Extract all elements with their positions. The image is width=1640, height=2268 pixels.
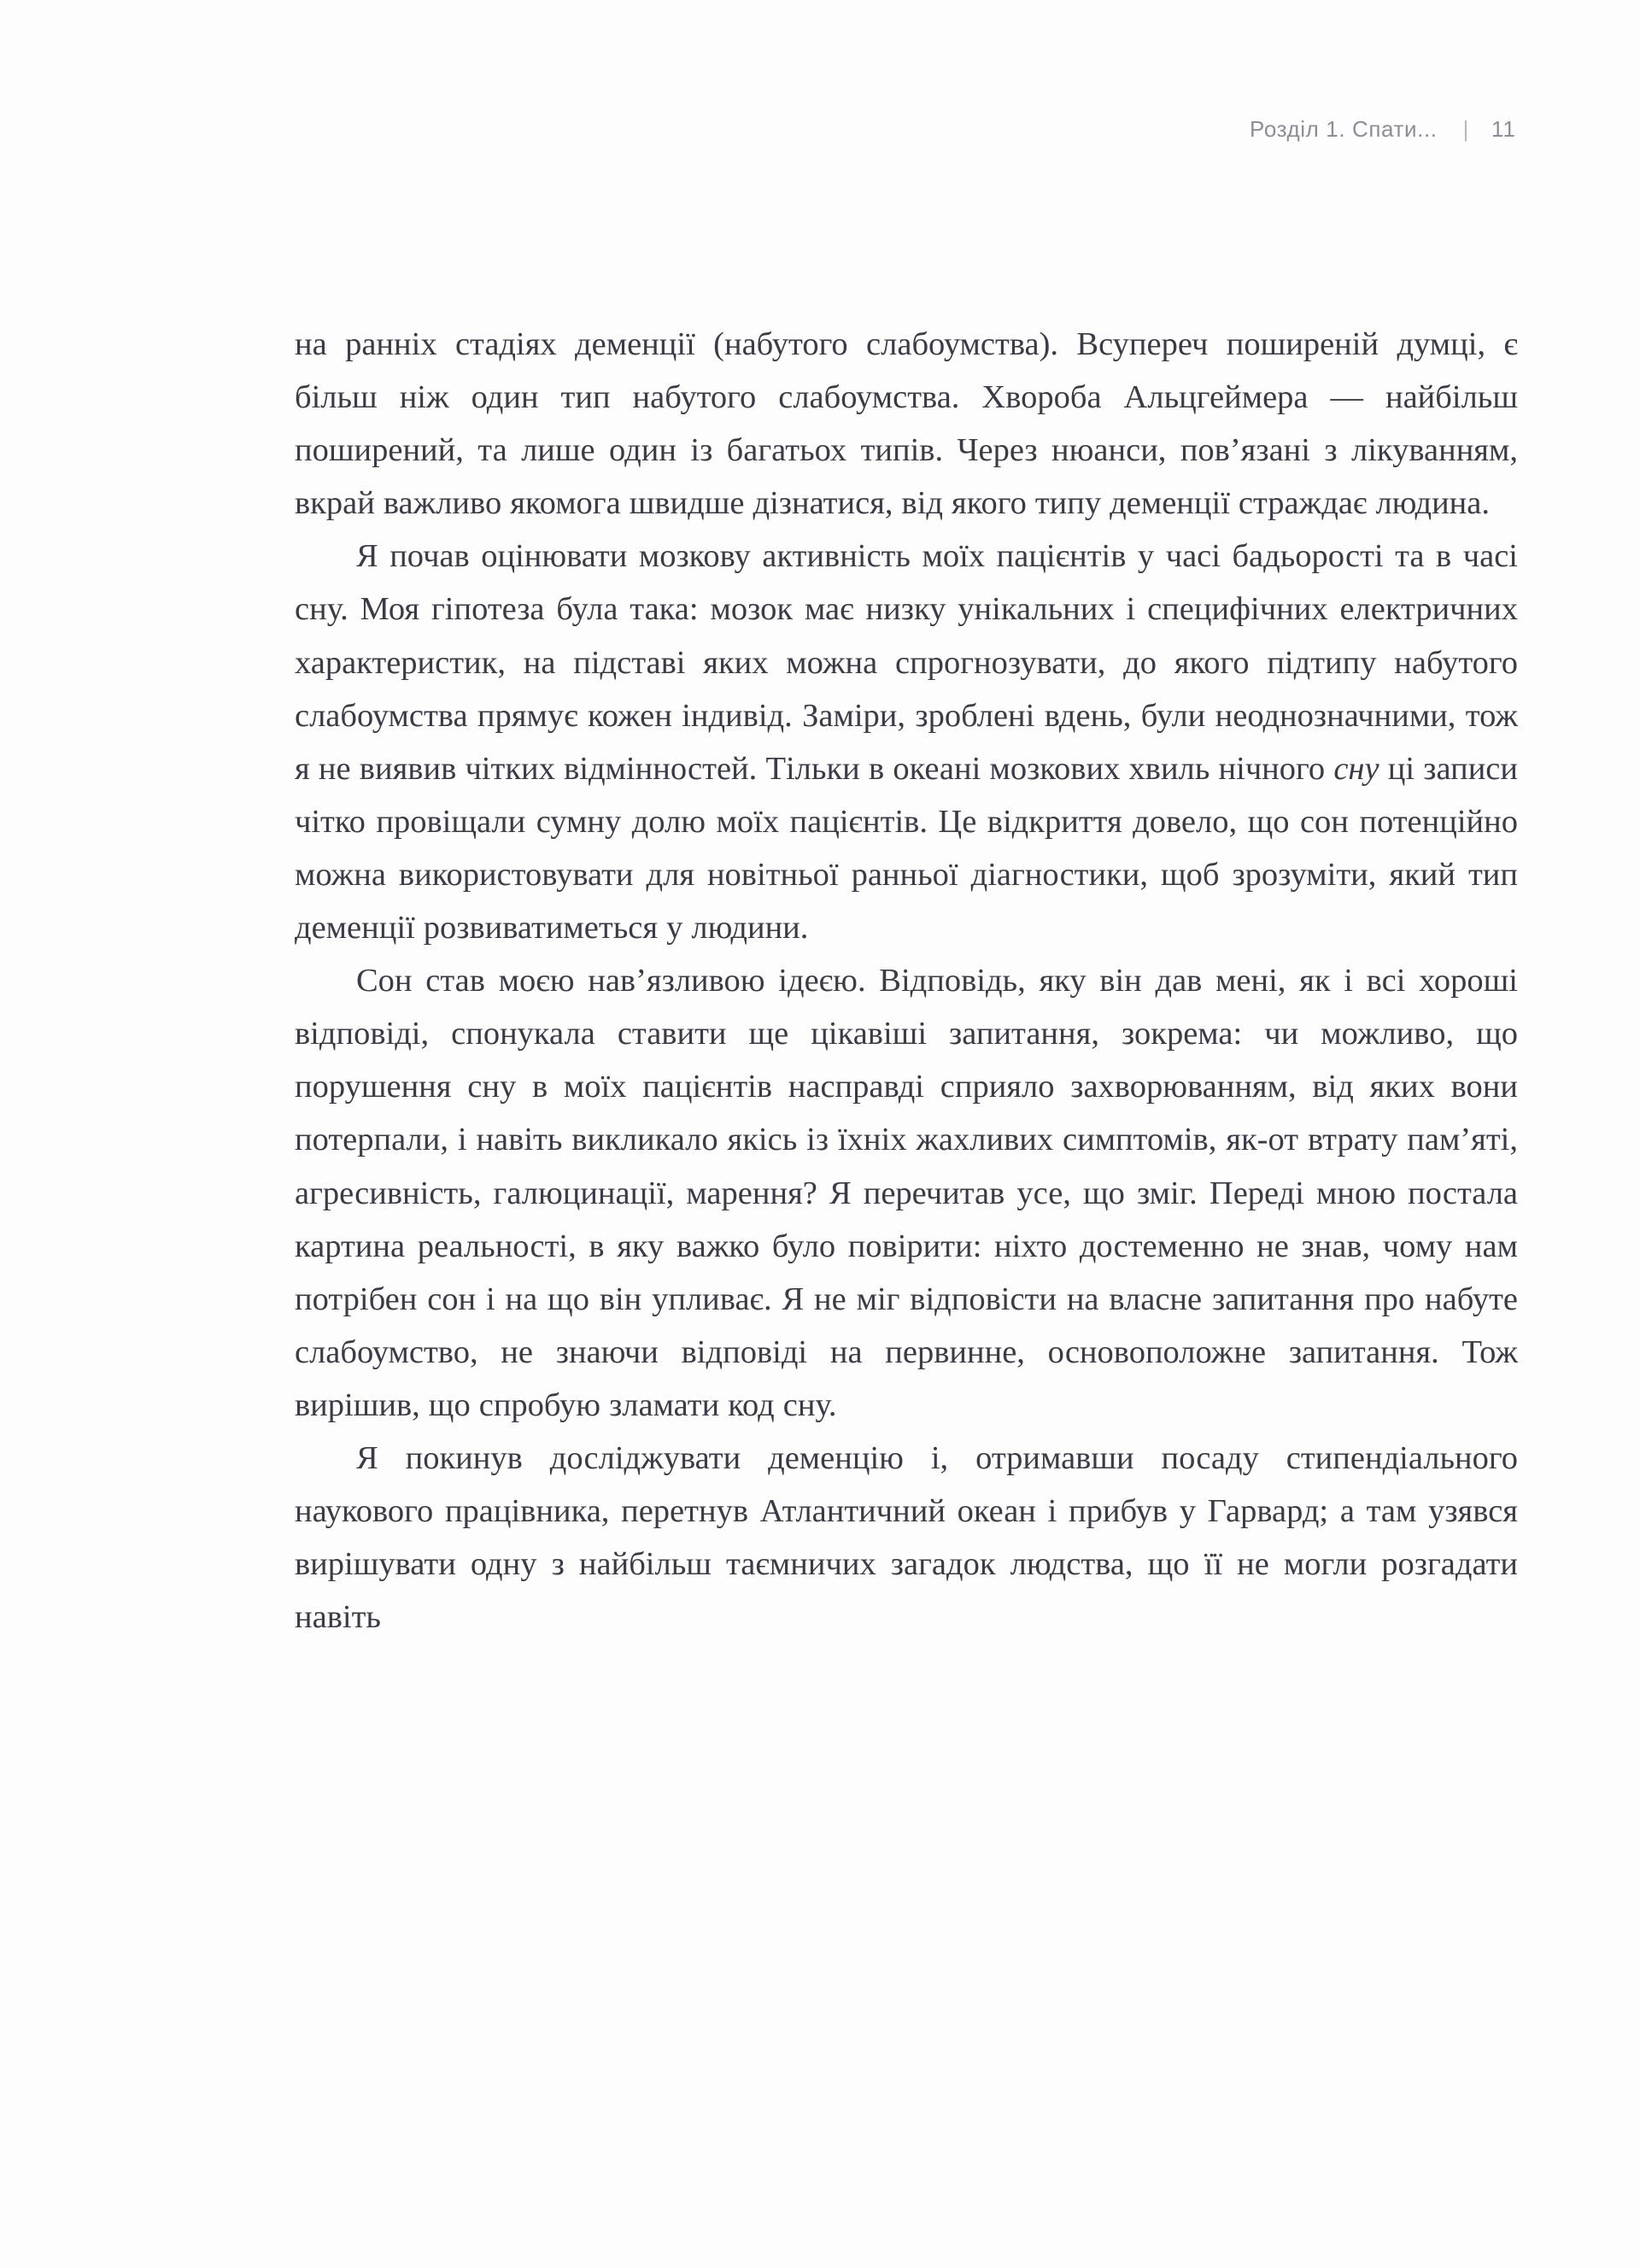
paragraph-2-text-before-emphasis: Я почав оцінювати мозкову активність моїх пацієнтів у часі бадьорості та в часі сну. Моя гіпотеза була така: мозок має низку унікальних і специфічних електричних характеристик, на підставі яких можна спрогнозувати, до якого підтипу набутого слабоумства прямує кожен індивід. Заміри, зроблені вдень, були неоднозначними, тож я не виявив чітких відмінностей. Тільки в океані мозкових хвиль нічного: [295, 538, 1518, 787]
paragraph-1: на ранніх стадіях деменції (набутого слабоумства). Всупереч поширеній думці, є більш ніж один тип набутого слабоумства. Хвороба Альцгеймера — найбільш поширений, та лише один із багатьох типів. Через нюанси, пов’язані з лікуванням, вкрай важливо якомога швидше дізнатися, від якого типу деменції страждає людина.: [295, 326, 1518, 522]
header-chapter-label: Розділ 1. Спати...: [1250, 116, 1438, 142]
paragraph-4: Я покинув досліджувати деменцію і, отримавши посаду стипендіального наукового працівника, перетнув Атлантичний океан і прибув у Гарвард; а там узявся вирішувати одну з найбільш таємничих загадок людства, що її не могли розгадати навіть: [295, 1439, 1518, 1636]
page-number: 11: [1491, 116, 1516, 142]
emphasized-word-snu: сну: [1333, 750, 1379, 787]
running-header: [0, 116, 1516, 143]
paragraph-2: [295, 530, 1518, 954]
body-text-column: [295, 318, 1518, 1644]
paragraph-3: Сон став моєю нав’язливою ідеєю. Відповідь, яку він дав мені, як і всі хороші відповіді, спонукала ставити ще цікавіші запитання, зокрема: чи можливо, що порушення сну в моїх пацієнтів насправді сприяло захворюванням, від яких вони потерпали, і навіть викликало якісь із їхніх жахливих симптомів, як-от втрату пам’яті, агресивність, галюцинації, марення? Я перечитав усе, що зміг. Переді мною постала картина реальності, в яку важко було повірити: ніхто достеменно не знав, чому нам потрібен сон і на що він упливає. Я не міг відповісти на власне запитання про набуте слабоумство, не знаючи відповіді на первинне, основоположне запитання. Тож вирішив, що спробую зламати код сну.: [295, 963, 1518, 1423]
paragraph-2-text-after-emphasis: ці записи чітко провіщали сумну долю моїх пацієнтів. Це відкриття довело, що сон потенційно можна використовувати для новітньої ранньої діагностики, щоб зрозуміти, який тип деменції розвиватиметься у людини.: [295, 750, 1518, 946]
header-divider: |: [1462, 116, 1469, 142]
